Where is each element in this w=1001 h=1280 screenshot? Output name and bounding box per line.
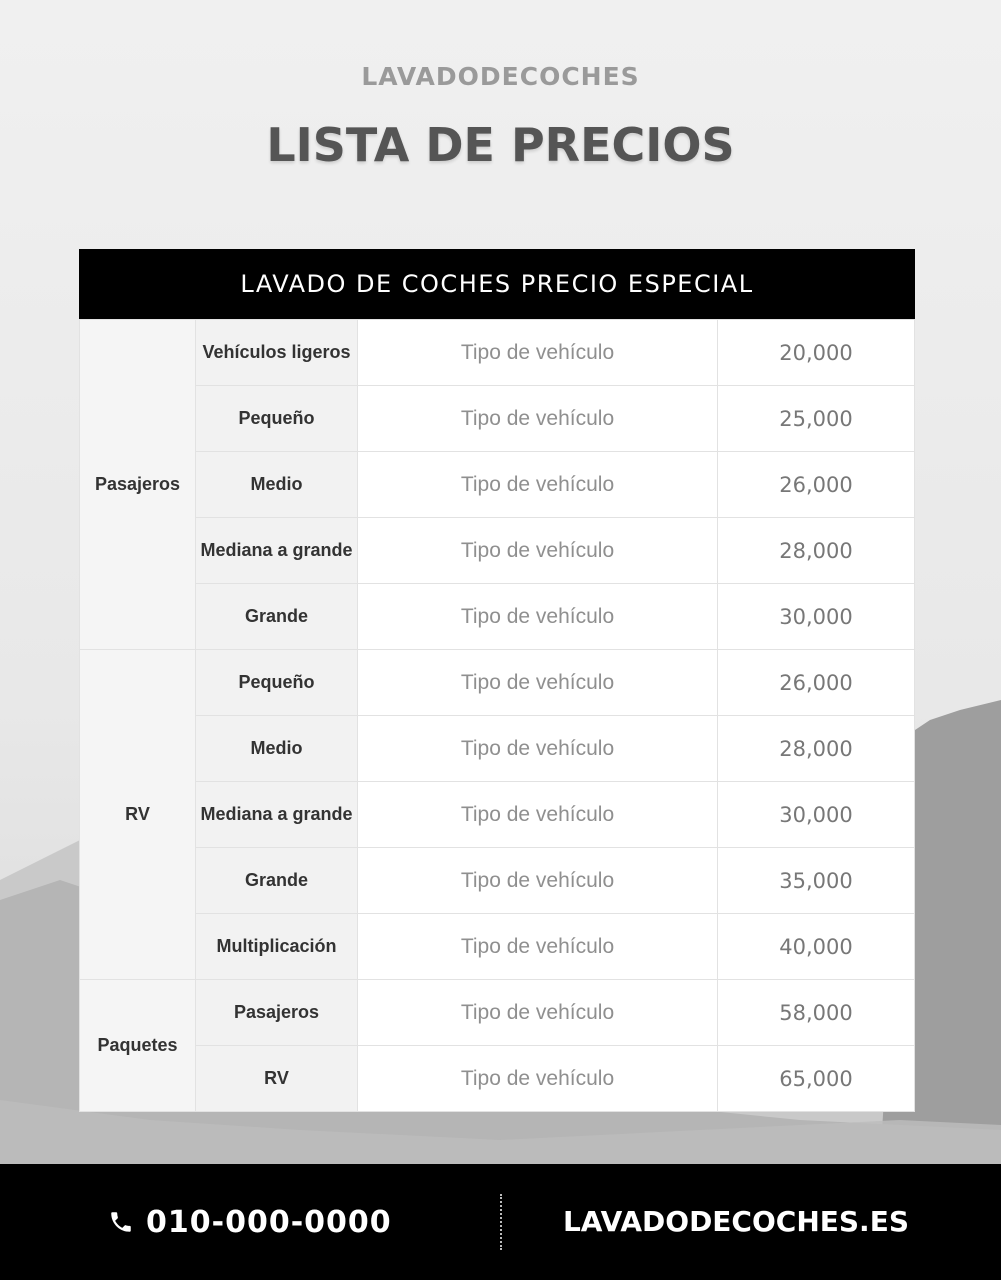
price-grid: [79, 319, 915, 1112]
type-cell: Tipo de vehículo: [358, 1046, 718, 1112]
table-row: [80, 650, 915, 716]
size-cell: Pequeño: [196, 386, 358, 452]
size-cell: Vehículos ligeros: [196, 320, 358, 386]
price-cell: 30,000: [718, 584, 915, 650]
type-cell: Tipo de vehículo: [358, 452, 718, 518]
table-row: [80, 518, 915, 584]
size-cell: Medio: [196, 452, 358, 518]
footer-divider: [500, 1194, 502, 1250]
group-label-paquetes: Paquetes: [80, 980, 196, 1112]
size-cell: Grande: [196, 848, 358, 914]
price-cell: 65,000: [718, 1046, 915, 1112]
price-cell: 35,000: [718, 848, 915, 914]
price-cell: 30,000: [718, 782, 915, 848]
size-cell: Medio: [196, 716, 358, 782]
phone-number: 010-000-0000: [146, 1204, 392, 1240]
table-row: [80, 980, 915, 1046]
table-row: [80, 1046, 915, 1112]
group-label-pasajeros: Pasajeros: [80, 320, 196, 650]
size-cell: Grande: [196, 584, 358, 650]
size-cell: RV: [196, 1046, 358, 1112]
type-cell: Tipo de vehículo: [358, 320, 718, 386]
table-row: [80, 584, 915, 650]
table-row: [80, 320, 915, 386]
type-cell: Tipo de vehículo: [358, 980, 718, 1046]
type-cell: Tipo de vehículo: [358, 518, 718, 584]
table-header: LAVADO DE COCHES PRECIO ESPECIAL: [79, 249, 915, 319]
table-row: [80, 914, 915, 980]
type-cell: Tipo de vehículo: [358, 584, 718, 650]
page-title: LISTA DE PRECIOS: [266, 118, 735, 172]
price-cell: 26,000: [718, 650, 915, 716]
table-row: [80, 848, 915, 914]
price-cell: 20,000: [718, 320, 915, 386]
price-table: [79, 249, 915, 1112]
price-cell: 25,000: [718, 386, 915, 452]
price-cell: 40,000: [718, 914, 915, 980]
footer-bar: [0, 1164, 1001, 1280]
phone-icon: [108, 1207, 134, 1237]
website-link[interactable]: LAVADODECOCHES.ES: [562, 1205, 909, 1238]
table-row: [80, 782, 915, 848]
price-cell: 28,000: [718, 518, 915, 584]
size-cell: Pequeño: [196, 650, 358, 716]
price-cell: 28,000: [718, 716, 915, 782]
phone-contact[interactable]: [108, 1202, 392, 1242]
price-cell: 58,000: [718, 980, 915, 1046]
size-cell: Multiplicación: [196, 914, 358, 980]
brand-name: LAVADODECOCHES: [361, 62, 640, 91]
group-label-rv: RV: [80, 650, 196, 980]
type-cell: Tipo de vehículo: [358, 650, 718, 716]
size-cell: Mediana a grande: [196, 518, 358, 584]
type-cell: Tipo de vehículo: [358, 716, 718, 782]
size-cell: Pasajeros: [196, 980, 358, 1046]
table-row: [80, 452, 915, 518]
table-row: [80, 716, 915, 782]
price-cell: 26,000: [718, 452, 915, 518]
type-cell: Tipo de vehículo: [358, 782, 718, 848]
type-cell: Tipo de vehículo: [358, 386, 718, 452]
size-cell: Mediana a grande: [196, 782, 358, 848]
type-cell: Tipo de vehículo: [358, 848, 718, 914]
table-row: [80, 386, 915, 452]
type-cell: Tipo de vehículo: [358, 914, 718, 980]
